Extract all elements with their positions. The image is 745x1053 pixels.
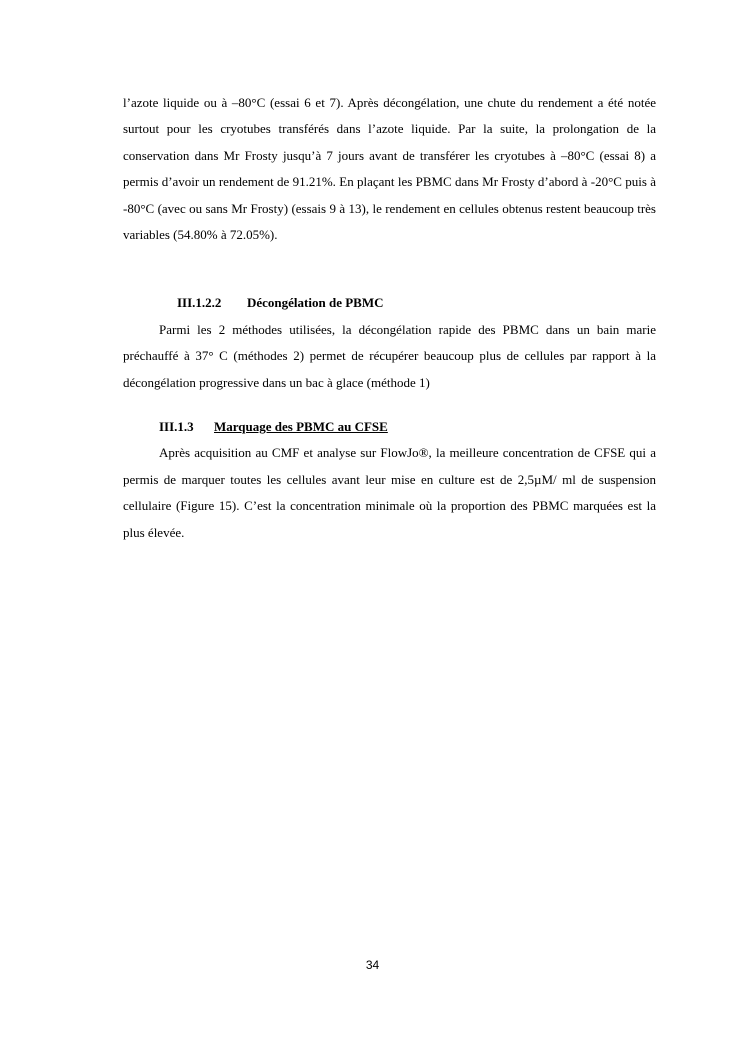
document-body	[123, 90, 656, 546]
paragraph-conservation-results: l’azote liquide ou à –80°C (essai 6 et 7). Après décongélation, une chute du rendement a été notée surtout pour les cryotubes transférés dans l’azote liquide. Par la suite, la prolongation de la conservation dans Mr Frosty jusqu’à 7 jours avant de transférer les cryotubes à –80°C (essai 8) a permis d’avoir un rendement de 91.21%. En plaçant les PBMC dans Mr Frosty d’abord à -20°C puis à -80°C (avec ou sans Mr Frosty) (essais 9 à 13), le rendement en cellules obtenus restent beaucoup très variables (54.80% à 72.05%).	[123, 95, 656, 243]
section-heading-decongelation	[123, 290, 656, 316]
section-number: III.1.3	[159, 419, 194, 435]
section-title: Marquage des PBMC au CFSE	[214, 419, 388, 435]
section-heading-marquage	[123, 414, 656, 440]
paragraph-decongelation: Parmi les 2 méthodes utilisées, la décongélation rapide des PBMC dans un bain marie préchauffé à 37° C (méthodes 2) permet de récupérer beaucoup plus de cellules par rapport à la décongélation progressive dans un bac à glace (méthode 1)	[123, 321, 656, 390]
paragraph-marquage-cfse: Après acquisition au CMF et analyse sur FlowJo®, la meilleure concentration de CFSE qui a permis de marquer toutes les cellules avant leur mise en culture est de 2,5µM/ ml de suspension cellulaire (Figure 15). C’est la concentration minimale où la proportion des PBMC marquées est la plus élevée.	[123, 445, 656, 540]
section-number: III.1.2.2	[177, 295, 222, 311]
page-number: 34	[365, 958, 380, 972]
section-title: Décongélation de PBMC	[247, 295, 384, 311]
